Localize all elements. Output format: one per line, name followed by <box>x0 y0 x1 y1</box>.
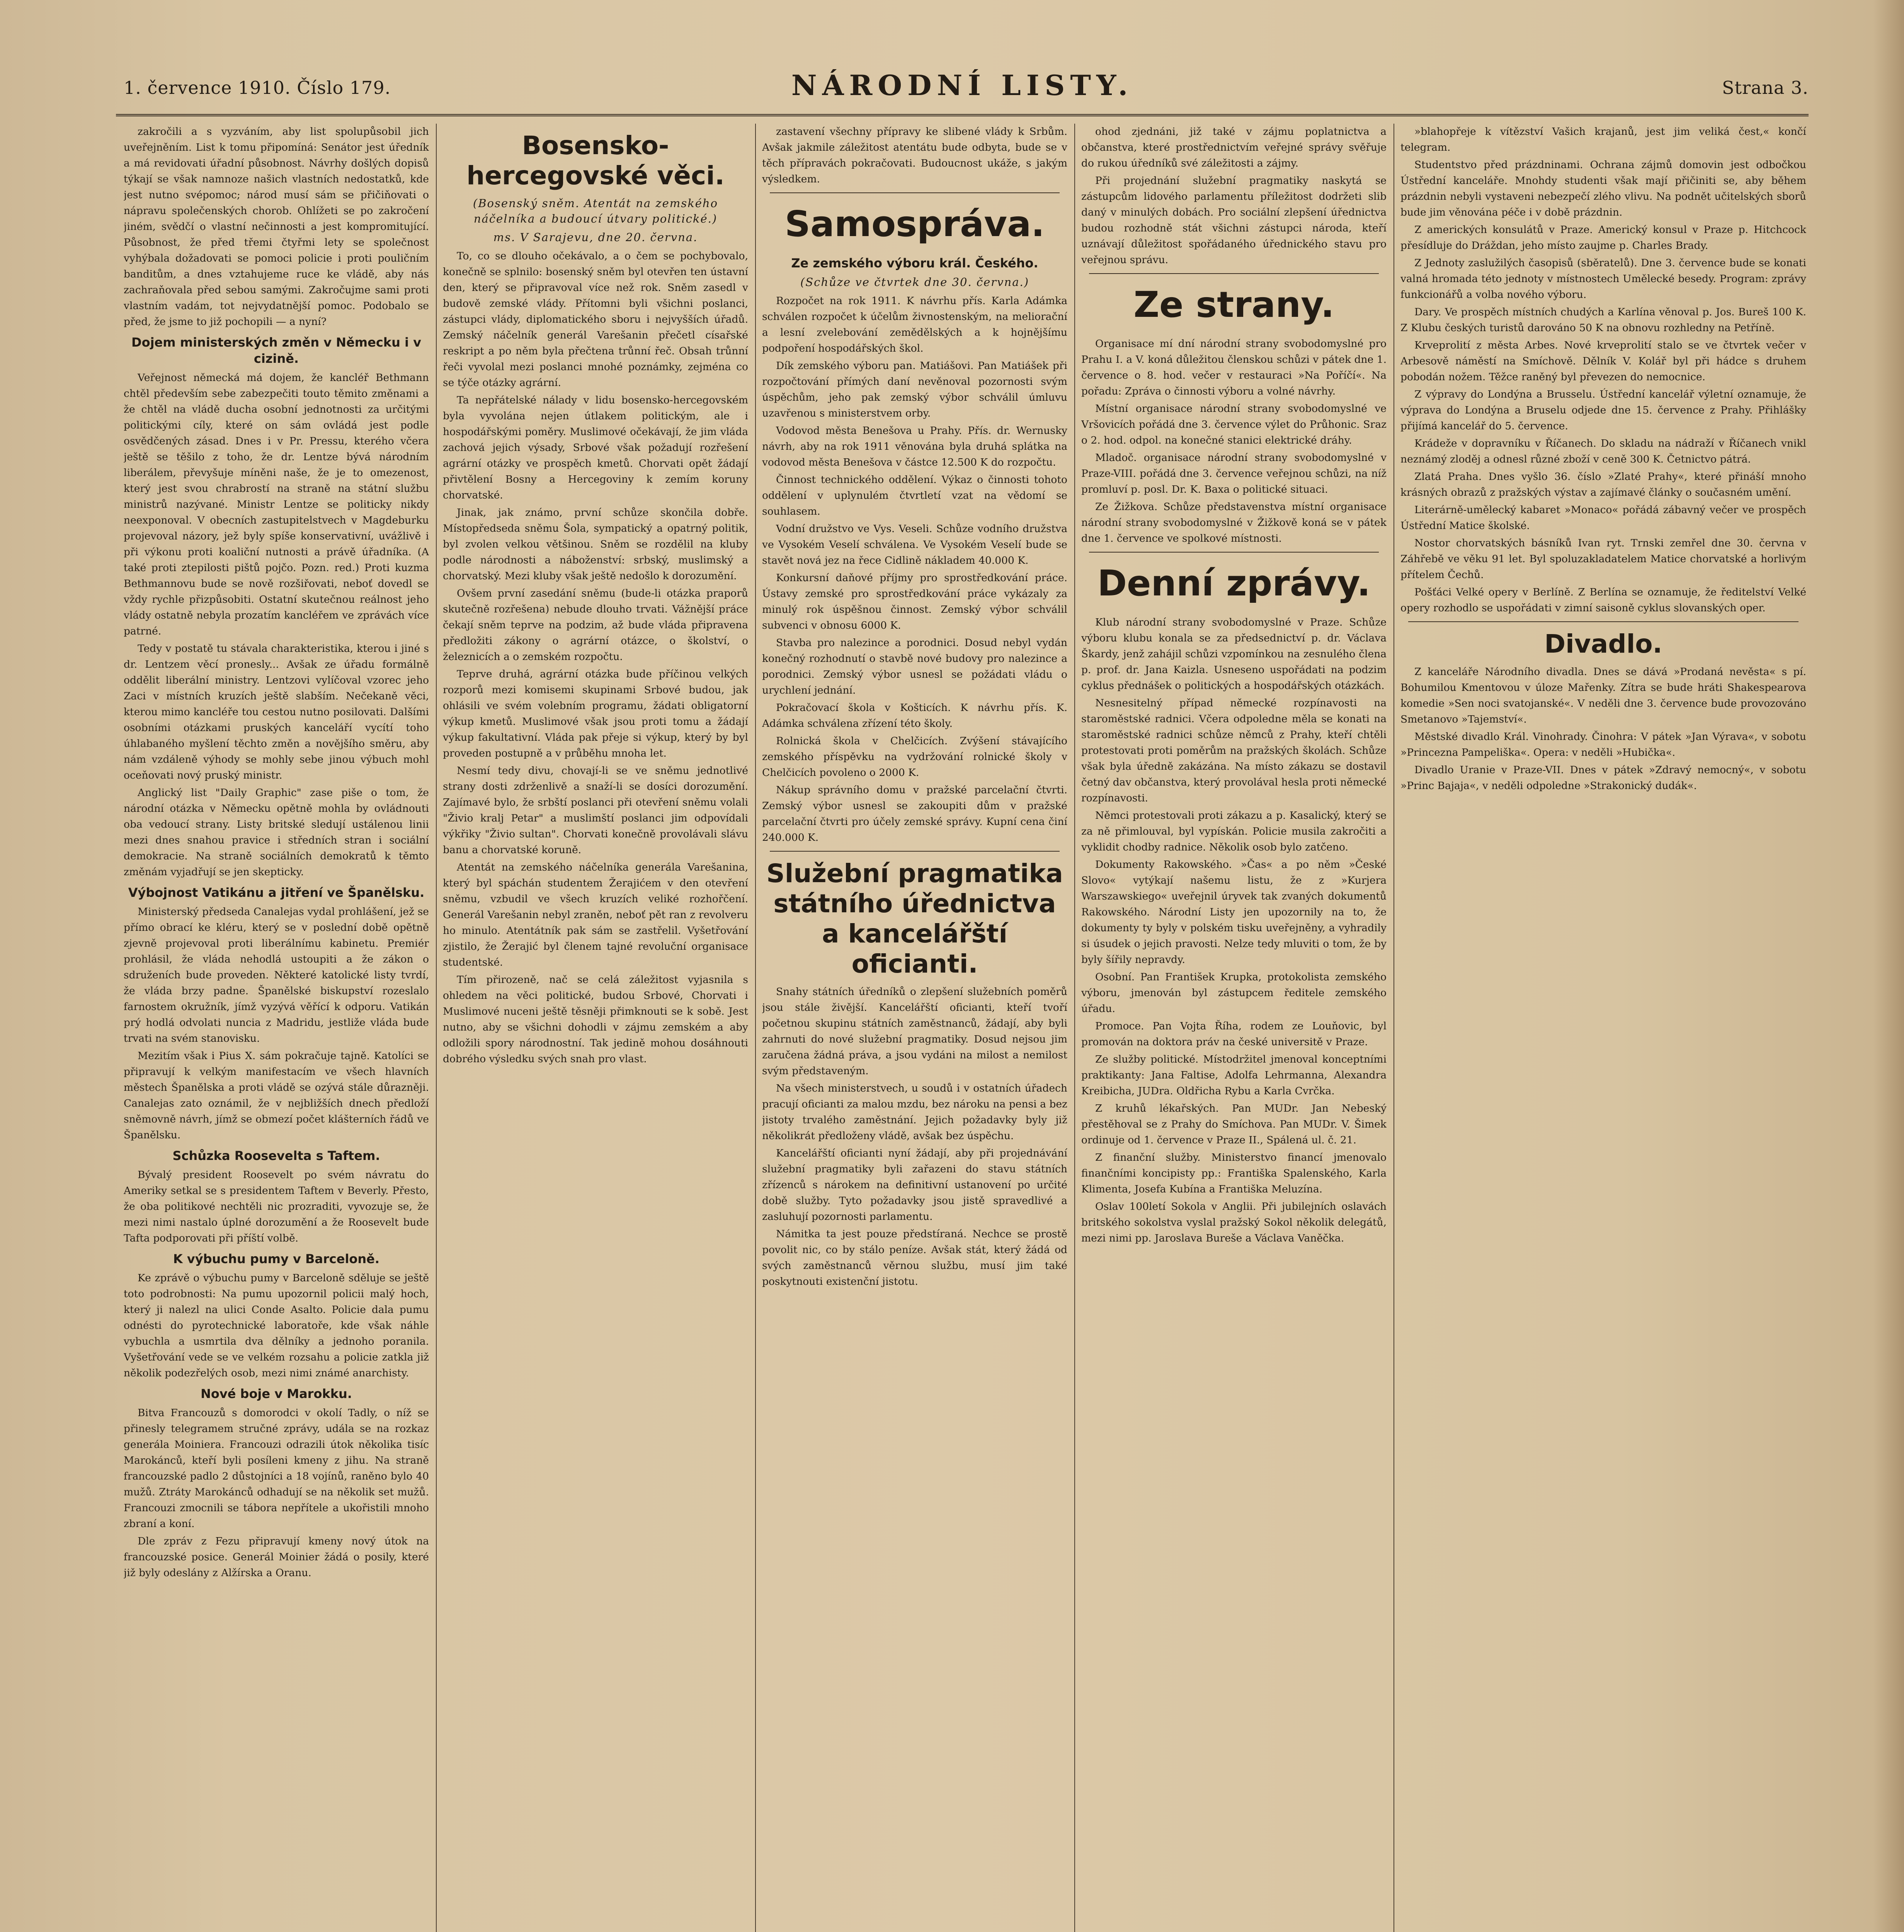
article-text: Stavba pro nalezince a porodnici. Dosud nebyl vydán konečný rozhodnutí o stavbě nové budovy pro nalezince a porodnici. Zemský výbor usnesl se požádati vládu o urychlení jednání. <box>762 637 1067 696</box>
section-rule <box>770 192 1060 193</box>
article-text: Ta nepřátelské nálady v lidu bosensko-hercegovském byla vyvolána nejen útlakem politickým, ale i hospodářskými poměry. Muslimové očekávají, že jim vláda zachová jejich výsady, Srbové však požadují rozřešení agrární otázky ve prospěch kmetů. Chorvati opět žádají přivtělení Bosny a Hercegoviny k zemím koruny chorvatské. <box>443 394 748 501</box>
article-subtitle: (Schůze ve čtvrtek dne 30. června.) <box>800 276 1029 289</box>
article-text: Nákup správního domu v pražské parcelační čtvrti. Zemský výbor usnesl se zakoupiti dům v pražské parcelační čtvrti pro účely zemské správy. Kupní cena činí 240.000 K. <box>762 784 1067 844</box>
column-3 <box>762 124 1067 1932</box>
article-text: Na všech ministerstvech, u soudů i v ostatních úřadech pracují oficianti za malou mzdu, bez nároku na pensi a bez jistoty trvalého zaměstnání. Jejich požadavky byly již několikrát předloženy vládě, avšak bez úspěchu. <box>762 1082 1067 1142</box>
article-text: Klub národní strany svobodomyslné v Praze. Schůze výboru klubu konala se za předsednictví p. dr. Václava Škardy, jenž zahájil schůzi vzpomínkou na zesnulého člena p. prof. dr. Jana Kaizla. Usneseno uspořádati na podzim cyklus přednášek o politických a hospodářských otázkách. <box>1081 616 1387 692</box>
article-text: Teprve druhá, agrární otázka bude příčinou velkých rozporů mezi komisemi skupinami Srbové budou, jak ohlásili ve svém volebním programu, žádati obligatorní výkup kmetů. Muslimové však jsou proti tomu a žádají výkup fakultativní. Vláda pak přeje si výkup, který by byl proveden postupně a v průběhu mnoha let. <box>443 668 748 759</box>
column-2 <box>443 124 748 1932</box>
article-text: Pokračovací škola v Košticích. K návrhu přís. K. Adámka schválena zřízení této školy. <box>762 702 1067 730</box>
article-heading: K výbuchu pumy v Barceloně. <box>173 1252 380 1266</box>
column-divider <box>755 124 756 1932</box>
article-subtitle: (Bosenský sněm. Atentát na zemského náčelníka a budoucí útvary politické.) <box>473 197 718 225</box>
article-text: Zlatá Praha. Dnes vyšlo 36. číslo »Zlaté Prahy«, které přináší mnoho krásných obrazů z pražských výstav a zajímavé články o současném umění. <box>1400 471 1806 498</box>
article-text: Ovšem první zasedání sněmu (bude-li otázka praporů skutečně rozřešena) nebude dlouho trvati. Vážnější práce čekají sněm teprve na podzim, až bude vláda připravena předložiti zákony o agrární otázce, o školství, o železnicích a o zemském rozpočtu. <box>443 587 748 663</box>
article-text: zastavení všechny přípravy ke slibené vlády k Srbům. Avšak jakmile záležitost atentátu bude odbyta, bude se v těch přípravách pokračovati. Budoucnost ukáže, s jakým výsledkem. <box>762 126 1067 185</box>
column-divider <box>436 124 437 1932</box>
section-rule <box>770 851 1060 852</box>
article-text: Z Jednoty zaslužilých časopisů (sběratelů). Dne 3. července bude se konati valná hromada této jednoty v místnostech Umělecké besedy. Program: zprávy funkcionářů a volba nového výboru. <box>1400 257 1806 301</box>
issue-date: 1. července 1910. Číslo 179. <box>124 77 391 98</box>
section-title: Divadlo. <box>1544 629 1662 659</box>
article-text: Divadlo Uranie v Praze-VII. Dnes v pátek »Zdravý nemocný«, v sobotu »Princ Bajaja«, v neděli odpoledne »Strakonický dudák«. <box>1400 764 1806 792</box>
article-text: »blahopřeje k vítězství Vašich krajanů, jest jim veliká čest,« končí telegram. <box>1400 126 1806 153</box>
column-4 <box>1081 124 1387 1932</box>
article-text: Z kanceláře Národního divadla. Dnes se dává »Prodaná nevěsta« s pí. Bohumilou Kmentovou v úloze Mařenky. Zítra se bude hráti Shakespearova komedie »Sen noci svatojanské«. V neděli dne 3. července bude provozováno Smetanovo »Tajemství«. <box>1400 666 1806 725</box>
article-text: Z amerických konsulátů v Praze. Americký konsul v Praze p. Hitchcock přesídluje do Dráždan, jeho místo zaujme p. Charles Brady. <box>1400 224 1806 252</box>
article-text: Snahy státních úředníků o zlepšení služebních poměrů jsou stále živější. Kancelářští oficianti, kteří tvoří početnou skupinu státních zaměstnanců, žádají, aby byli zahrnuti do nové služební pragmatiky. Dosud nejsou jim zaručena žádná práva, a jsou vydáni na milost a nemilost svým představeným. <box>762 986 1067 1077</box>
article-text: Dokumenty Rakowského. »Čas« a po něm »České Slovo« vytýkají našemu listu, že z »Kurjera Warszawskiego« uveřejnil úryvek tak zvaných dokumentů Rakowského. Národní Listy jen upozornily na to, že dokumenty ty byly v polském tisku uveřejněny, a vyhradily si úsudek o jejich pravosti. Nelze tedy mluviti o tom, že by byly šířily nepravdy. <box>1081 859 1387 966</box>
article-text: ohod zjednáni, již také v zájmu poplatnictva a občanstva, které prostřednictvím veřejné správy svěřuje do rukou úředníků své záležitosti a zájmy. <box>1081 126 1387 169</box>
article-text: Ze Žižkova. Schůze představenstva místní organisace národní strany svobodomyslné v Žižkově koná se v pátek dne 1. července ve spolkové místnosti. <box>1081 501 1387 544</box>
article-text: Při projednání služební pragmatiky naskytá se zástupcům lidového parlamentu příležitost dodržeti slib daný v minulých dobách. Pro sociální zlepšení úřednictva budou rozhodně stát všichni zástupci národa, kteří uznávají důležitost spořádaného úřednického stavu pro veřejnou správu. <box>1081 175 1387 266</box>
article-text: Mladoč. organisace národní strany svobodomyslné v Praze-VIII. pořádá dne 3. července veřejnou schůzi, na níž promluví p. posl. Dr. K. Baxa o politické situaci. <box>1081 452 1387 495</box>
article-text: Místní organisace národní strany svobodomyslné ve Vršovicích pořádá dne 3. července výlet do Průhonic. Sraz o 2. hod. odpol. na konečné stanici elektrické dráhy. <box>1081 403 1387 446</box>
article-text: Veřejnost německá má dojem, že kancléř Bethmann chtěl především sebe zabezpečiti touto těmito změnami a že chtěl na vládě ducha osobní jednotnosti za určitými politickými cíly, které on sám ovládá jest podle osvědčených zásad. Dnes i v Pr. Pressu, kterého včera ještě se těšilo z toho, že dr. Lentze bývá národním liberálem, převyšuje míněni naše, že je to omezenost, který jest svou chrabrostí na straně na státní službu ministrů nazývané. Ministr Lentze se politicky nikdy neexponoval. V obecních zastupitelstvech v Magdeburku projevoval názory, jež byly spíše konservativní, uvážlivě i při výkonu proti koaliční nutnosti a právě úřadníka. (A také proti ztepilosti pištů pojčo. Pozn. red.) Proti kuzma Bethmannovu bude se nově rozšiřovati, neboť dovedl se vždy rychle přizpůsobiti. Ostatní skutečnou reálnost jeho vlády ostatně nebyla prozatím kancléřem ve zprávách více patrné. <box>124 372 429 637</box>
masthead-rule <box>116 114 1809 116</box>
article-text: Němci protestovali proti zákazu a p. Kasalický, který se za ně přimlouval, byl vypískán. Policie musila zakročiti a vyklidit chodby radnice. Několik osob bylo zatčeno. <box>1081 810 1387 853</box>
article-text: Z finanční služby. Ministerstvo financí jmenovalo finančními koncipisty pp.: Františka Spalenského, Karla Klimenta, Josefa Kubína a Františka Meluzína. <box>1081 1151 1387 1195</box>
article-text: Nesnesitelný případ německé rozpínavosti na staroměstské radnici. Včera odpoledne měla se konati na staroměstské radnici schůze němců z Prahy, kteří chtěli protestovati proti poměrům na pražských školách. Schůze však byla úředně zakázána. Na místo zákazu se dostavil četný dav občanstva, který provolával hesla proti německé rozpínavosti. <box>1081 697 1387 804</box>
article-text: Z kruhů lékařských. Pan MUDr. Jan Nebeský přestěhoval se z Prahy do Smíchova. Pan MUDr. V. Šimek ordinuje od 1. července v Praze II., Spálená ul. č. 21. <box>1081 1102 1387 1146</box>
article-text: Pošťáci Velké opery v Berlíně. Z Berlína se oznamuje, že ředitelství Velké opery rozhodlo se uspořádati v zimní saisoně cyklus slovanských oper. <box>1400 586 1806 614</box>
article-text: Dle zpráv z Fezu připravují kmeny nový útok na francouzské posice. Generál Moinier žádá o posily, které již byly odeslány z Alžírska a Oranu. <box>124 1535 429 1579</box>
article-text: Konkursní daňové příjmy pro sprostředkování práce. Ústavy zemské pro sprostředkování práce vykázaly za minulý rok úspěšnou činnost. Zemský výbor schválil subvenci v obnosu 6000 K. <box>762 572 1067 631</box>
column-5 <box>1400 124 1806 1932</box>
article-text: Ministerský předseda Canalejas vydal prohlášení, jež se přímo obrací ke kléru, který se v poslední době opětně zjevně projevoval proti liberálnímu kabinetu. Premiér prohlásil, že vláda nehodlá ustoupiti a že zákon o sdruženích bude proveden. Některé katolické listy tvrdí, že vláda brzy padne. Španělské biskupství rozeslalo farnostem okružník, jímž vyzývá věřící k odporu. Vatikán prý hodlá odvolati nuncia z Madridu, jestliže vláda bude trvati na svém stanovisku. <box>124 906 429 1044</box>
article-text: Rolnická škola v Chelčicích. Zvýšení stávajícího zemského příspěvku na vydržování rolnické školy v Chelčicích povoleno o 2000 K. <box>762 735 1067 779</box>
article-heading: Výbojnost Vatikánu a jitření ve Španělsku. <box>128 885 425 900</box>
section-title: Denní zprávy. <box>1097 563 1371 604</box>
article-text: Literárně-umělecký kabaret »Monaco« pořádá zábavný večer ve prospěch Ústřední Matice školské. <box>1400 504 1806 532</box>
section-rule <box>1408 621 1799 622</box>
article-heading: Dojem ministerských změn v Německu i v cizině. <box>131 335 421 366</box>
article-text: Anglický list "Daily Graphic" zase piše o tom, že národní otázka v Německu opětně mohla by ovládnouti oba vedoucí strany. Listy britské sledují ustálenou linii mezi dnes snahou pravice i středních stran i sociální demokracie. Na straně sociálních demokratů k těmto změnám vyjadřují se jen skepticky. <box>124 787 429 878</box>
section-title: Samospráva. <box>784 203 1045 245</box>
article-text: Bitva Francouzů s domorodci v okolí Tadly, o níž se přinesly telegramem stručné zprávy, udála se na rozkaz generála Moiniera. Francouzi odrazili útok několika tisíc Marokánců, kteří byli posíleni kmeny z jihu. Na straně francouzské padlo 2 důstojníci a 18 vojínů, raněno bylo 40 mužů. Ztráty Marokánců odhadují se na několik set mužů. Francouzi zmocnili se tábora nepřítele a ukořistili mnoho zbraní a koní. <box>124 1407 429 1530</box>
article-text: Mezitím však i Pius X. sám pokračuje tajně. Katolíci se připravují k velkým manifestacím ve všech hlavních městech Španělska a proti vládě se ozývá stále důrazněji. Canalejas zato oznámil, že v nejbližších dnech předloží sněmovně návrh, jímž se obmezí počet klášterních řádů ve Španělsku. <box>124 1050 429 1141</box>
article-text: Námitka ta jest pouze předstíraná. Nechce se prostě povolit nic, co by stálo peníze. Avšak stát, který žádá od svých zaměstnanců věrnou službu, musí jim také poskytnouti existenční jistotu. <box>762 1228 1067 1287</box>
article-text: Z výpravy do Londýna a Brusselu. Ústřední kancelář výletní oznamuje, že výprava do Londýna a Bruselu odjede dne 15. července z Prahy. Přihlášky přijímá kancelář do 5. července. <box>1400 388 1806 432</box>
article-title: Bosensko-hercegovské věci. <box>466 131 725 190</box>
article-text: Krádeže v dopravníku v Říčanech. Do skladu na nádraží v Říčanech vnikl neznámý zloděj a odnesl různé zboží v ceně 300 K. Četnictvo pátrá. <box>1400 437 1806 465</box>
article-text: Ze služby politické. Místodržitel jmenoval konceptními praktikanty: Jana Faltise, Adolfa Lehrmanna, Alexandra Kreibicha, JUDra. Oldřicha Rybu a Karla Cvrčka. <box>1081 1053 1387 1097</box>
section-title: Ze strany. <box>1133 284 1334 325</box>
article-text: Nesmí tedy divu, chovají-li se ve sněmu jednotlivé strany dosti zdrženlivě a snaží-li se dosíci dorozumění. Zajímavé bylo, že srbští poslanci při otevření sněmu volali "Živio kralj Petar" a muslimští poslanci jim odpovídali výkřiky "Živio sultan". Chorvati konečně provolávali slávu banu a chorvatské koruně. <box>443 765 748 856</box>
article-text: Činnost technického oddělení. Výkaz o činnosti tohoto oddělení v uplynulém čtvrtletí vzat na vědomí se souhlasem. <box>762 474 1067 517</box>
article-text: Rozpočet na rok 1911. K návrhu přís. Karla Adámka schválen rozpočet k účelům živnostenským, na meliorační a lesní zvelebování zemědělských a k hojnějšímu podpoření hospodářských škol. <box>762 295 1067 354</box>
article-text: Kancelářští oficianti nyní žádají, aby při projednávání služební pragmatiky byli zařazeni do stavu státních zřízenců s nárokem na definitivní ustanovení po určité době služby. Tyto požadavky jsou jistě spravedlivé a zasluhují pozornosti parlamentu. <box>762 1147 1067 1223</box>
article-text: Studentstvo před prázdninami. Ochrana zájmů domovin jest odbočkou Ústřední kanceláře. Mnohdy studenti však mají přičiniti se, aby během prázdnin nebyli vystaveni nebezpečí zlého vlivu. Na podnět učitelských sborů bude jim věnována péče i v době prázdnin. <box>1400 159 1806 218</box>
article-heading: Nové boje v Marokku. <box>201 1386 352 1401</box>
article-text: Krveprolití z města Arbes. Nové krveprolití stalo se ve čtvrtek večer v Arbesově náměstí na Smíchově. Dělník V. Kolář byl při hádce s druhem pobodán nožem. Těžce raněný byl převezen do nemocnice. <box>1400 339 1806 383</box>
article-text: Oslav 100letí Sokola v Anglii. Při jubilejních oslavách britského sokolstva vyslal pražský Sokol několik delegátů, mezi nimi pp. Jaroslava Bureše a Václava Vaněčka. <box>1081 1201 1387 1244</box>
column-1 <box>124 124 429 1932</box>
article-text: Ke zprávě o výbuchu pumy v Barceloně sděluje se ještě toto podrobnosti: Na pumu upozornil policii malý hoch, který ji nalezl na ulici Conde Asalto. Policie dala pumu odnésti do pyrotechnické laboratoře, kde však náhle vybuchla a usmrtila dva dělníky a jednoho poranila. Vyšetřování vede se ve velkém rozsahu a policie zatkla již několik podezřelých osob, mezi nimi známé anarchisty. <box>124 1272 429 1379</box>
article-text: Jinak, jak známo, první schůze skončila dobře. Místopředseda sněmu Šola, sympatický a opatrný politik, byl zvolen velkou většinou. Sněm se rozdělil na kluby podle národnosti a náboženství: srbský, muslimský a chorvatský. Mezi kluby však ještě nedošlo k dorozumění. <box>443 507 748 582</box>
section-rule <box>1089 552 1379 553</box>
article-title: Služební pragmatika státního úřednictva a kancelářští oficianti. <box>766 859 1063 979</box>
article-heading: Ze zemského výboru král. Českého. <box>791 256 1038 270</box>
article-text: Vodovod města Benešova u Prahy. Přís. dr. Wernusky návrh, aby na rok 1911 věnována byla druhá splátka na vodovod města Benešova v částce 12.500 K do rozpočtu. <box>762 425 1067 468</box>
article-text: Osobní. Pan František Krupka, protokolista zemského výboru, jmenován byl zástupcem ředitele zemského úřadu. <box>1081 971 1387 1015</box>
article-text: Vodní družstvo ve Vys. Veseli. Schůze vodního družstva ve Vysokém Veselí schválena. Ve Vysokém Veselí bude se stavět nová jez na řece Cidlině nákladem 40.000 K. <box>762 523 1067 566</box>
article-text: Atentát na zemského náčelníka generála Varešanina, který byl spáchán studentem Žerajićem v den otevření sněmu, vzbudil ve všech kruzích veliké rozhořčení. Generál Varešanin nebyl zraněn, neboť pět ran z revolveru ho minulo. Atentátník pak sám se zastřelil. Vyšetřování zjistilo, že Žerajić byl členem tajné revoluční organisace studentské. <box>443 861 748 968</box>
article-text: Bývalý president Roosevelt po svém návratu do Ameriky setkal se s presidentem Taftem v Beverly. Přesto, že oba politikové nechtěli nic prozraditi, vyvozuje se, že mezi nimi nastalo úplné dorozumění a že Roosevelt bude Tafta podporovati při příští volbě. <box>124 1169 429 1244</box>
article-text: To, co se dlouho očekávalo, a o čem se pochybovalo, konečně se splnilo: bosenský sněm byl otevřen ten ústavní den, který se připravoval více než rok. Sněm zasedl v budově zemské vlády. Přítomni byli všichni poslanci, zástupci vlády, diplomatického sboru i nejvyšších úřadů. Zemský náčelník generál Varešanin přečetl císařské reskript a po něm byla přečtena trůnní řeč. Obsah trůnní řeči vyvolal mezi poslanci mnohé poznámky, zejména co se týče otázky agrární. <box>443 250 748 389</box>
column-divider <box>1074 124 1075 1932</box>
masthead <box>116 66 1809 112</box>
article-text: Městské divadlo Král. Vinohrady. Činohra: V pátek »Jan Výrava«, v sobotu »Princezna Pampeliška«. Opera: v neděli »Hubička«. <box>1400 731 1806 759</box>
article-text: Dary. Ve prospěch místních chudých a Karlína věnoval p. Jos. Bureš 100 K. Z Klubu českých turistů darováno 50 K na obnovu rozhledny na Petříně. <box>1400 306 1806 334</box>
page-number: Strana 3. <box>1722 77 1809 98</box>
article-text: zakročili a s vyzváním, aby list spolupůsobil jich uveřejněním. List k tomu připomíná: Senátor jest úředník a má revidovati úřadní působnost. Návrhy došlých dopisů týkají se však namnoze našich vlastních nedostatků, kde jest nutno svépomoc; národ musí sám se přičiňovati o nápravu společenských chorob. Ohlížeti se po zakročení jiném, svědčí o vlastní nečinnosti a jest kompromitující. Působnost, že před třemi čtyřmi lety se společnost vyhýbala dožadovati se pomoci policie i proti pouličním banditům, a dnes vztahujeme ruce ke vládě, aby nás zachraňovala před sebou samými. Zakročujme sami proti vlastním vadám, tot nejvydatnější pomoc. Podobalo se před, že jsme to již pochopili — a nyní? <box>124 126 429 328</box>
newspaper-title: NÁRODNÍ LISTY. <box>791 69 1133 102</box>
article-dateline: ms. V Sarajevu, dne 20. června. <box>493 231 698 244</box>
article-text: Dík zemského výboru pan. Matiášovi. Pan Matiášek při rozpočtování přímých daní nevěnoval pozornosti svým úspěchům, jeho pak zemský výbor schválil úmluvu uzavřenou s ministerstvem orby. <box>762 360 1067 419</box>
article-text: Organisace mí dní národní strany svobodomyslné pro Prahu I. a V. koná důležitou členskou schůzi v pátek dne 1. července o 8. hod. večer v restauraci »Na Poříčí«. Na pořadu: Zpráva o činnosti výboru a volné návrhy. <box>1081 338 1387 397</box>
article-text: Nostor chorvatských básníků Ivan ryt. Trnski zemřel dne 30. června v Záhřebě ve věku 91 let. Byl spoluzakladatelem Matice chorvatské a horlivým přítelem Čechů. <box>1400 537 1806 581</box>
article-text: Tím přirozeně, nač se celá záležitost vyjasnila s ohledem na věci politické, budou Srbové, Chorvati i Muslimové nuceni ještě těsněji přimknouti se k sobě. Jest nutno, aby se všichni dohodli v zájmu zemském a aby odložili spory národnostní. Tak jedině mohou dosáhnouti dobrého výsledku svých snah pro vlast. <box>443 974 748 1065</box>
article-text: Promoce. Pan Vojta Říha, rodem ze Louňovic, byl promován na doktora práv na české universitě v Praze. <box>1081 1020 1387 1048</box>
article-heading: Schůzka Roosevelta s Taftem. <box>172 1148 380 1163</box>
article-text: Tedy v postatě tu stávala charakteristika, kterou i jiné s dr. Lentzem věcí pronesly... Avšak ze úřadu formálně oddělit liberální ministry. Lentzovi vylíčoval vzorec jeho Zaci v místních kruzích ještě slabším. Nečekaně věci, kterou mimo kancléře tou cestou nutno posilovati. Dalšími osobními otázkami pruských kanceláří vycítí toho úhlabaného myšlení těchto změn a novějšího směru, aby nám vzdáleně výhody se mohly sebe jinou výbuch mohl oceňovati nový pruský ministr. <box>124 643 429 781</box>
section-rule <box>1089 273 1379 274</box>
